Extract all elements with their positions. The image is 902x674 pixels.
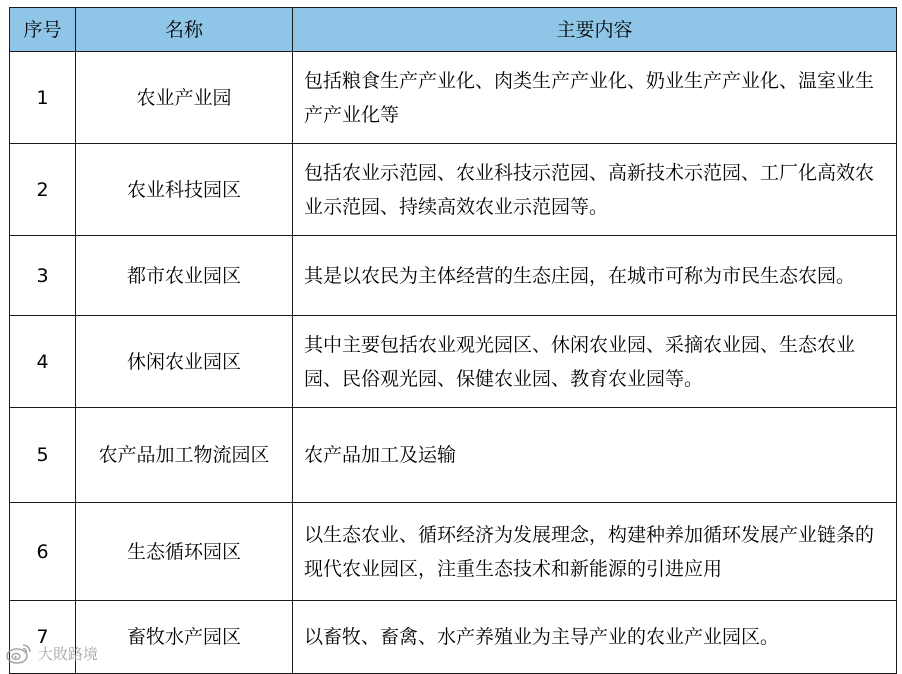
- row-name: 农产品加工物流园区: [76, 408, 293, 503]
- row-content: 包括粮食生产产业化、肉类生产产业化、奶业生产产业化、温室业生产产业化等: [293, 52, 897, 144]
- header-no: 序号: [10, 8, 76, 52]
- row-content: 以生态农业、循环经济为发展理念，构建种养加循环发展产业链条的现代农业园区，注重生态技术和新能源的引进应用: [293, 503, 897, 601]
- row-name: 生态循环园区: [76, 503, 293, 601]
- row-content: 其中主要包括农业观光园区、休闲农业园、采摘农业园、生态农业园、民俗观光园、保健农业园、教育农业园等。: [293, 316, 897, 408]
- row-no: 1: [10, 52, 76, 144]
- header-name: 名称: [76, 8, 293, 52]
- row-no: 6: [10, 503, 76, 601]
- watermark-text: 大敗路境: [38, 644, 99, 663]
- row-no: 3: [10, 236, 76, 316]
- table-row: [10, 144, 897, 236]
- row-content: 其是以农民为主体经营的生态庄园，在城市可称为市民生态农园。: [293, 236, 897, 316]
- park-types-table: [9, 7, 897, 674]
- row-name: 都市农业园区: [76, 236, 293, 316]
- row-no: 5: [10, 408, 76, 503]
- table-row: [10, 408, 897, 503]
- table-row: [10, 316, 897, 408]
- row-content: 包括农业示范园、农业科技示范园、高新技术示范园、工厂化高效农业示范园、持续高效农业示范园等。: [293, 144, 897, 236]
- table-row: [10, 503, 897, 601]
- row-name: 畜牧水产园区: [76, 601, 293, 674]
- weibo-icon: [6, 642, 32, 664]
- table-header-row: [10, 8, 897, 52]
- row-no: 4: [10, 316, 76, 408]
- watermark: [6, 642, 98, 664]
- table-row: [10, 601, 897, 674]
- table-row: [10, 52, 897, 144]
- row-name: 农业产业园: [76, 52, 293, 144]
- row-content: 以畜牧、畜禽、水产养殖业为主导产业的农业产业园区。: [293, 601, 897, 674]
- row-no: 2: [10, 144, 76, 236]
- row-no: 7: [10, 601, 76, 674]
- row-content: 农产品加工及运输: [293, 408, 897, 503]
- header-content: 主要内容: [293, 8, 897, 52]
- row-name: 休闲农业园区: [76, 316, 293, 408]
- row-name: 农业科技园区: [76, 144, 293, 236]
- table-row: [10, 236, 897, 316]
